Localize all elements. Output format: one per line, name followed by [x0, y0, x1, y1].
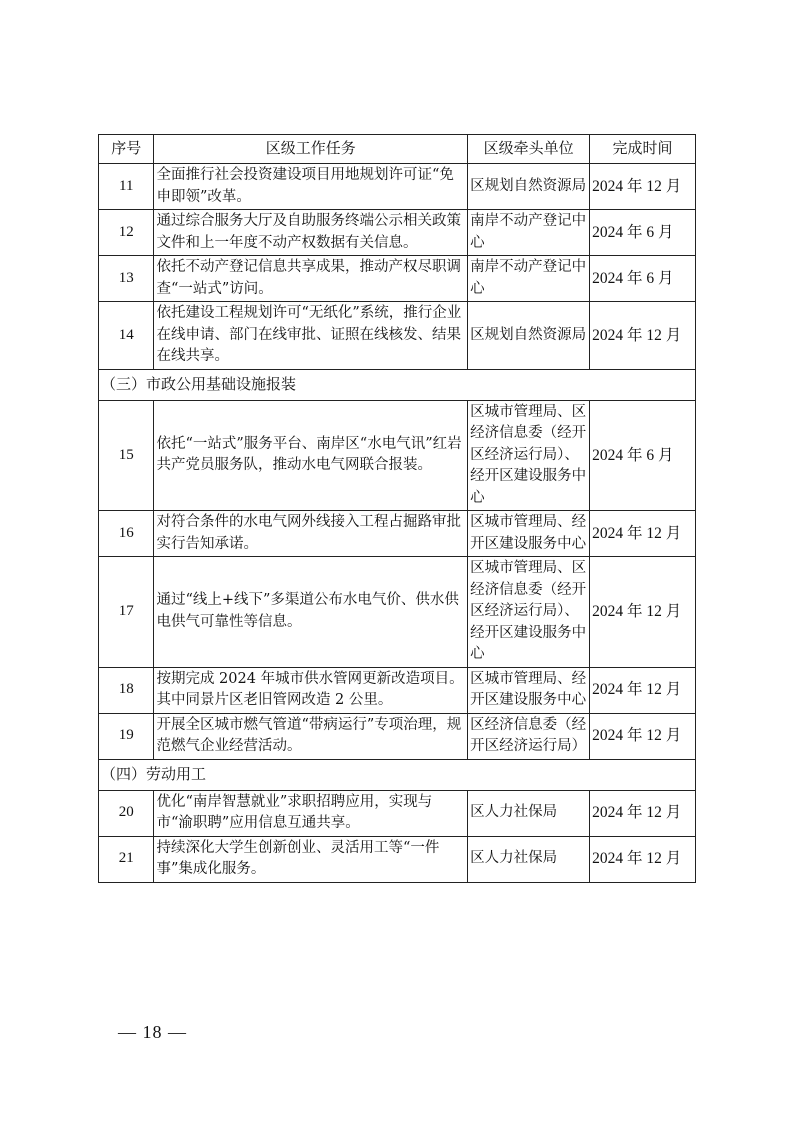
header-unit: 区级牵头单位 [468, 135, 590, 164]
row-time: 2024 年 12 月 [590, 302, 696, 370]
row-task: 对符合条件的水电气网外线接入工程占掘路审批实行告知承诺。 [154, 511, 468, 557]
section-row [99, 369, 696, 400]
row-time: 2024 年 12 月 [590, 557, 696, 668]
header-task: 区级工作任务 [154, 135, 468, 164]
row-time: 2024 年 12 月 [590, 511, 696, 557]
row-unit: 区人力社保局 [468, 836, 590, 882]
header-no: 序号 [99, 135, 154, 164]
row-task: 依托不动产登记信息共享成果，推动产权尽职调查“一站式”访问。 [154, 256, 468, 302]
row-no: 16 [99, 511, 154, 557]
table-row [99, 667, 696, 713]
table-row [99, 400, 696, 511]
section-row [99, 759, 696, 790]
table-row [99, 713, 696, 759]
row-no: 14 [99, 302, 154, 370]
row-time: 2024 年 6 月 [590, 400, 696, 511]
row-task: 通过“线上+线下”多渠道公布水电气价、供水供电供气可靠性等信息。 [154, 557, 468, 668]
row-time: 2024 年 12 月 [590, 164, 696, 210]
table-row [99, 557, 696, 668]
row-unit: 区城市管理局、经开区建设服务中心 [468, 511, 590, 557]
task-table [98, 134, 696, 883]
row-unit: 南岸不动产登记中心 [468, 210, 590, 256]
row-no: 13 [99, 256, 154, 302]
section-title: （三）市政公用基础设施报装 [99, 369, 696, 400]
section-title: （四）劳动用工 [99, 759, 696, 790]
row-task: 优化“南岸智慧就业”求职招聘应用，实现与市“渝职聘”应用信息互通共享。 [154, 790, 468, 836]
table-header-row [99, 135, 696, 164]
table-row [99, 210, 696, 256]
row-unit: 区规划自然资源局 [468, 302, 590, 370]
row-unit: 区经济信息委（经开区经济运行局） [468, 713, 590, 759]
header-time: 完成时间 [590, 135, 696, 164]
page-number: — 18 — [118, 1022, 187, 1042]
row-no: 12 [99, 210, 154, 256]
row-no: 17 [99, 557, 154, 668]
table-row [99, 302, 696, 370]
row-unit: 区人力社保局 [468, 790, 590, 836]
row-unit: 区城市管理局、经开区建设服务中心 [468, 667, 590, 713]
table-row [99, 256, 696, 302]
row-task: 通过综合服务大厅及自助服务终端公示相关政策文件和上一年度不动产权数据有关信息。 [154, 210, 468, 256]
table-row [99, 511, 696, 557]
row-time: 2024 年 12 月 [590, 790, 696, 836]
row-unit: 区城市管理局、区经济信息委（经开区经济运行局）、经开区建设服务中心 [468, 400, 590, 511]
row-time: 2024 年 6 月 [590, 210, 696, 256]
table-row [99, 164, 696, 210]
row-task: 依托建设工程规划许可“无纸化”系统，推行企业在线申请、部门在线审批、证照在线核发、结果在线共享。 [154, 302, 468, 370]
row-no: 21 [99, 836, 154, 882]
row-task: 持续深化大学生创新创业、灵活用工等“一件事”集成化服务。 [154, 836, 468, 882]
row-task: 全面推行社会投资建设项目用地规划许可证“免申即领”改革。 [154, 164, 468, 210]
row-unit: 区城市管理局、区经济信息委（经开区经济运行局）、经开区建设服务中心 [468, 557, 590, 668]
row-no: 11 [99, 164, 154, 210]
row-task: 按期完成 2024 年城市供水管网更新改造项目。其中同景片区老旧管网改造 2 公里。 [154, 667, 468, 713]
row-time: 2024 年 12 月 [590, 667, 696, 713]
row-no: 18 [99, 667, 154, 713]
row-unit: 南岸不动产登记中心 [468, 256, 590, 302]
row-time: 2024 年 12 月 [590, 836, 696, 882]
row-time: 2024 年 6 月 [590, 256, 696, 302]
row-no: 20 [99, 790, 154, 836]
row-no: 15 [99, 400, 154, 511]
row-unit: 区规划自然资源局 [468, 164, 590, 210]
row-task: 依托“一站式”服务平台、南岸区“水电气讯”红岩共产党员服务队，推动水电气网联合报装。 [154, 400, 468, 511]
table-row [99, 790, 696, 836]
row-time: 2024 年 12 月 [590, 713, 696, 759]
table-row [99, 836, 696, 882]
row-no: 19 [99, 713, 154, 759]
row-task: 开展全区城市燃气管道“带病运行”专项治理，规范燃气企业经营活动。 [154, 713, 468, 759]
